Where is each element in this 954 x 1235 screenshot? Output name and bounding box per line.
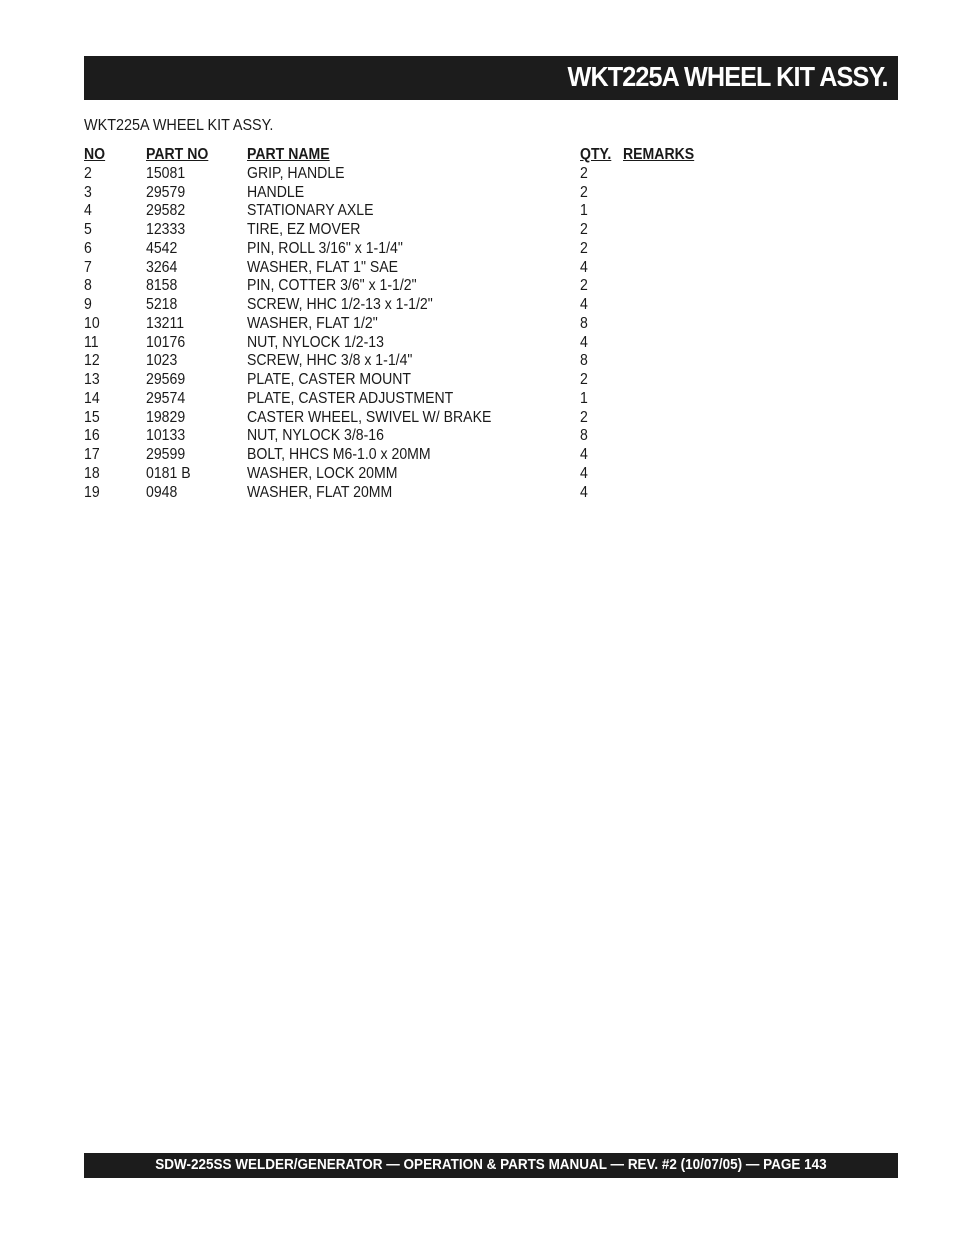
cell-part-name: WASHER, FLAT 1" SAE bbox=[247, 258, 399, 276]
cell-part-name: SCREW, HHC 1/2-13 x 1-1/2" bbox=[247, 296, 433, 313]
column-header-qty: QTY. bbox=[580, 146, 612, 163]
cell-no: 17 bbox=[84, 446, 100, 463]
page-title: WKT225A WHEEL KIT ASSY. bbox=[567, 61, 888, 92]
cell-part-name: NUT, NYLOCK 3/8-16 bbox=[247, 427, 384, 445]
cell-part-no: 13211 bbox=[146, 314, 185, 332]
cell-part-name: PLATE, CASTER MOUNT bbox=[247, 371, 412, 388]
cell-qty: 1 bbox=[580, 202, 588, 220]
cell-no: 19 bbox=[84, 483, 100, 501]
cell-part-no: 3264 bbox=[146, 258, 178, 276]
cell-qty: 2 bbox=[580, 371, 588, 388]
cell-qty: 1 bbox=[580, 389, 588, 407]
cell-part-no: 0948 bbox=[146, 483, 178, 501]
cell-qty: 4 bbox=[580, 446, 588, 463]
cell-part-name: PLATE, CASTER ADJUSTMENT bbox=[247, 389, 454, 407]
cell-part-name: PIN, COTTER 3/6" x 1-1/2" bbox=[247, 277, 417, 295]
cell-part-name: WASHER, FLAT 1/2" bbox=[247, 314, 378, 332]
cell-part-name: SCREW, HHC 3/8 x 1-1/4" bbox=[247, 352, 413, 370]
cell-part-no: 4542 bbox=[146, 239, 178, 257]
cell-no: 5 bbox=[84, 221, 92, 238]
cell-part-name: GRIP, HANDLE bbox=[247, 164, 345, 182]
title-bar bbox=[84, 56, 898, 100]
cell-qty: 8 bbox=[580, 352, 588, 370]
cell-part-name: CASTER WHEEL, SWIVEL W/ BRAKE bbox=[247, 408, 492, 426]
cell-no: 15 bbox=[84, 408, 100, 426]
cell-part-no: 29599 bbox=[146, 446, 186, 463]
cell-no: 14 bbox=[84, 389, 100, 407]
cell-qty: 4 bbox=[580, 483, 588, 501]
cell-part-no: 15081 bbox=[146, 164, 186, 182]
cell-no: 8 bbox=[84, 277, 92, 295]
cell-part-name: BOLT, HHCS M6-1.0 x 20MM bbox=[247, 446, 431, 463]
cell-qty: 8 bbox=[580, 427, 588, 445]
section-subtitle: WKT225A WHEEL KIT ASSY. bbox=[84, 117, 274, 134]
cell-no: 2 bbox=[84, 164, 92, 182]
cell-no: 7 bbox=[84, 258, 92, 276]
cell-no: 13 bbox=[84, 371, 100, 388]
cell-no: 9 bbox=[84, 296, 92, 313]
column-header-part-name: PART NAME bbox=[247, 146, 330, 163]
cell-qty: 2 bbox=[580, 239, 588, 257]
cell-no: 11 bbox=[84, 333, 99, 351]
cell-part-no: 0181 B bbox=[146, 464, 191, 482]
cell-part-no: 8158 bbox=[146, 277, 178, 295]
cell-qty: 4 bbox=[580, 258, 588, 276]
cell-part-name: WASHER, FLAT 20MM bbox=[247, 483, 393, 501]
cell-qty: 4 bbox=[580, 464, 588, 482]
cell-qty: 2 bbox=[580, 221, 588, 238]
cell-no: 3 bbox=[84, 183, 92, 201]
footer-bar bbox=[84, 1153, 898, 1178]
cell-part-no: 29582 bbox=[146, 202, 186, 220]
cell-qty: 4 bbox=[580, 296, 588, 313]
column-header-remarks: REMARKS bbox=[623, 146, 695, 163]
cell-part-name: STATIONARY AXLE bbox=[247, 202, 374, 220]
cell-no: 4 bbox=[84, 202, 92, 220]
cell-qty: 2 bbox=[580, 164, 588, 182]
cell-no: 10 bbox=[84, 314, 100, 332]
cell-qty: 4 bbox=[580, 333, 588, 351]
cell-part-no: 1023 bbox=[146, 352, 178, 370]
cell-no: 6 bbox=[84, 239, 92, 257]
cell-no: 18 bbox=[84, 464, 100, 482]
cell-part-name: TIRE, EZ MOVER bbox=[247, 221, 361, 238]
cell-qty: 2 bbox=[580, 408, 588, 426]
cell-part-name: PIN, ROLL 3/16" x 1-1/4" bbox=[247, 239, 403, 257]
cell-part-no: 29579 bbox=[146, 183, 186, 201]
column-header-no: NO bbox=[84, 146, 106, 163]
cell-part-name: NUT, NYLOCK 1/2-13 bbox=[247, 333, 384, 351]
cell-part-no: 10176 bbox=[146, 333, 186, 351]
cell-part-name: WASHER, LOCK 20MM bbox=[247, 464, 398, 482]
cell-part-no: 12333 bbox=[146, 221, 186, 238]
cell-part-no: 5218 bbox=[146, 296, 178, 313]
cell-no: 12 bbox=[84, 352, 100, 370]
cell-qty: 2 bbox=[580, 183, 588, 201]
cell-qty: 2 bbox=[580, 277, 588, 295]
cell-no: 16 bbox=[84, 427, 100, 445]
cell-part-name: HANDLE bbox=[247, 183, 305, 201]
cell-part-no: 29569 bbox=[146, 371, 186, 388]
cell-part-no: 29574 bbox=[146, 389, 186, 407]
cell-part-no: 19829 bbox=[146, 408, 186, 426]
footer-text: SDW-225SS WELDER/GENERATOR — OPERATION & PARTS MANUAL — REV. #2 (10/07/05) — PAGE 143 bbox=[155, 1156, 827, 1173]
column-header-part-no: PART NO bbox=[146, 146, 209, 163]
cell-part-no: 10133 bbox=[146, 427, 186, 445]
cell-qty: 8 bbox=[580, 314, 588, 332]
